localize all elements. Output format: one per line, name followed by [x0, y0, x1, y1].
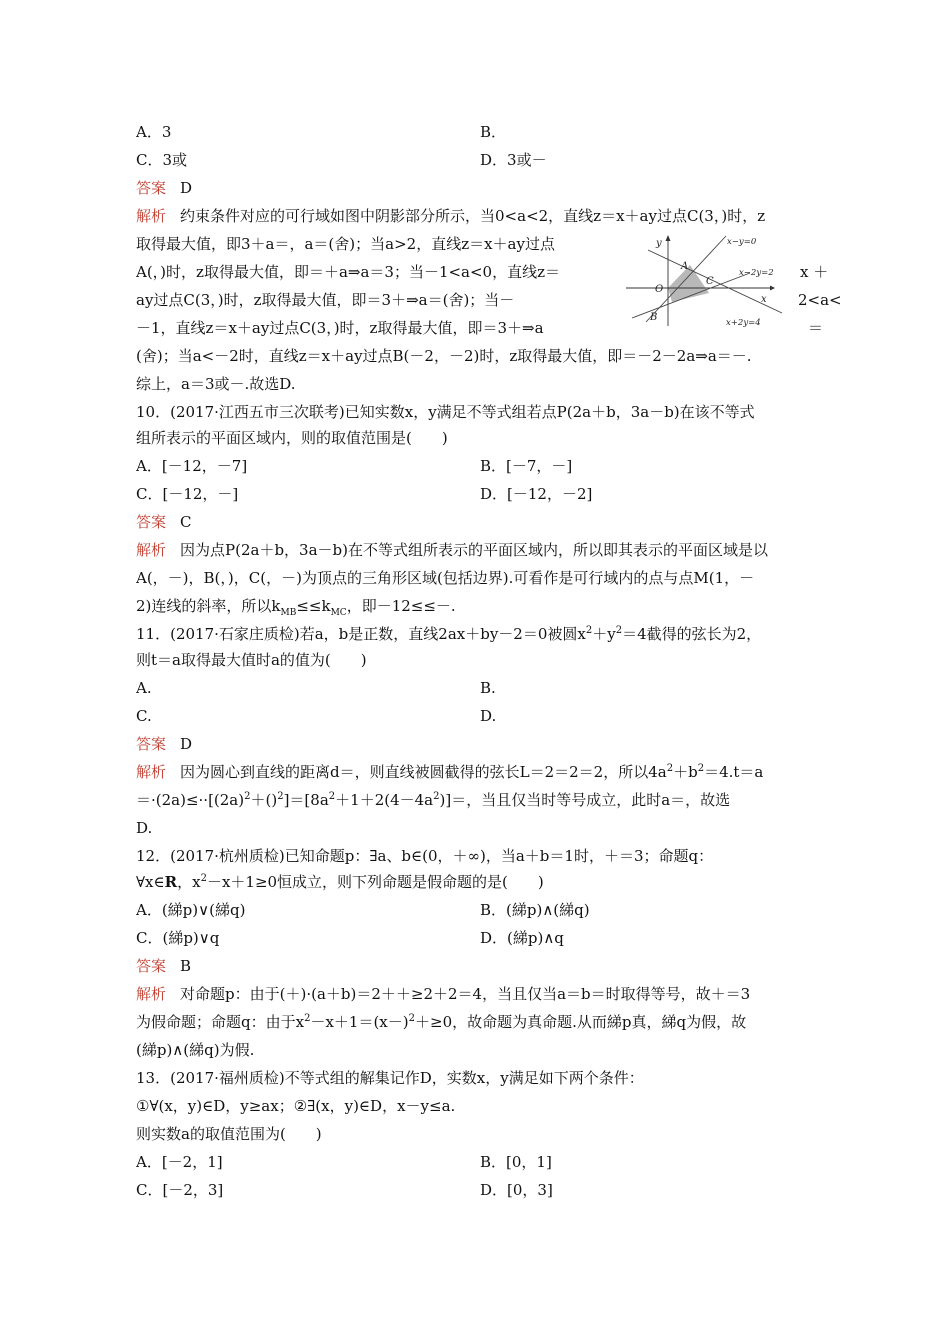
text: ＝4.t＝a — [704, 763, 764, 781]
q9-analysis-line2: 取得最大值，即3＋a＝，a＝(舍)；当a>2，直线z＝x＋ay过点 — [136, 235, 555, 253]
q10-option-a: A．[－12，－7] — [136, 457, 248, 475]
text: ≤≤k — [296, 597, 331, 615]
line1-label: x−y=0 — [727, 237, 757, 247]
subscript: MB — [280, 608, 297, 618]
q9-fragment-x-plus: x ＋ — [800, 263, 829, 281]
superscript: 2 — [304, 1013, 311, 1024]
answer-label: 答案 — [136, 513, 167, 531]
answer-label: 答案 — [136, 735, 167, 753]
q9-analysis-line7: 综上，a＝3或－.故选D. — [136, 375, 296, 393]
q9-answer — [136, 174, 836, 202]
q10-option-d: D．[－12，－2] — [480, 485, 593, 503]
text: ∀x∈ — [136, 873, 165, 891]
q9-fragment-2a: 2<a< — [798, 291, 842, 309]
q13-stem-line1: 13．(2017·福州质检)不等式组的解集记作D，实数x，y满足如下两个条件： — [136, 1069, 644, 1087]
text: ]＝[8a — [283, 791, 329, 809]
q13-option-c: C．[－2，3] — [136, 1181, 224, 1199]
text: ，即－12≤≤－. — [346, 597, 456, 615]
text: ＋y — [592, 625, 616, 643]
q9-option-c: C．3或 — [136, 151, 188, 169]
text: ，x — [177, 873, 201, 891]
q12-analysis-line1 — [136, 980, 836, 1008]
analysis-label: 解析 — [136, 541, 167, 559]
analysis-label: 解析 — [136, 207, 167, 225]
text: )]＝，当且仅当时等号成立，此时a＝，故选 — [439, 791, 731, 809]
text: ＋b — [673, 763, 698, 781]
q9-analysis-line6: (舍)；当a<－2时，直线z＝x＋ay过点B(－2，－2)时，z取得最大值，即＝－2－2a⇒a＝－. — [136, 347, 752, 365]
point-b-label: B — [650, 312, 658, 323]
q10-analysis-line3 — [136, 592, 836, 620]
text: 因为圆心到直线的距离d＝，则直线被圆截得的弦长L＝2＝2＝2，所以4a — [180, 763, 667, 781]
q12-option-a: A．(綈p)∨(綈q) — [136, 901, 246, 919]
q9-options-row2 — [136, 146, 836, 174]
q12-options-row1 — [136, 896, 836, 924]
superscript: 2 — [408, 1013, 415, 1024]
q10-options-row1 — [136, 452, 836, 480]
superscript: 2 — [200, 873, 207, 884]
q10-stem-line1: 10．(2017·江西五市三次联考)已知实数x，y满足不等式组若点P(2a＋b，3a－b)在该不等式 — [136, 403, 755, 421]
superscript: 2 — [666, 763, 674, 774]
superscript: 2 — [615, 625, 623, 636]
answer-label: 答案 — [136, 957, 167, 975]
text: －x＋1＝(x－) — [310, 1013, 409, 1031]
q10-analysis-line2: A(，－)，B(，)，C(，－)为顶点的三角形区域(包括边界).可看作是可行域内的点与点M(1，－ — [136, 569, 755, 587]
text: ＋1＋2(4－4a — [335, 791, 434, 809]
analysis-text: 对命题p：由于(＋)·(a＋b)＝2＋＋≥2＋2＝4，当且仅当a＝b＝时取得等号，故＋＝3 — [180, 985, 751, 1003]
q10-option-b: B．[－7，－] — [480, 457, 573, 475]
q9-fragment-eq: ＝ — [808, 319, 824, 337]
q13-stem-line2: ①∀(x，y)∈D，y≥ax；②∃(x，y)∈D，x－y≤a. — [136, 1097, 456, 1115]
q13-options-row2 — [136, 1176, 836, 1204]
q11-stem-line2: 则t＝a取得最大值时a的值为( ) — [136, 651, 367, 669]
x-axis-arrow — [770, 286, 775, 291]
text: ＋() — [250, 791, 278, 809]
q11-analysis-line3: D. — [136, 819, 153, 837]
q12-stem-line2 — [136, 868, 836, 896]
feasible-region-graph — [622, 230, 792, 330]
q10-stem-line2: 组所表示的平面区域内，则的取值范围是( ) — [136, 429, 448, 447]
answer-value: B — [180, 957, 192, 975]
superscript: 2 — [585, 625, 593, 636]
analysis-label: 解析 — [136, 985, 167, 1003]
q9-analysis-line5: －1，直线z＝x＋ay过点C(3，)时，z取得最大值，即＝3＋⇒a — [136, 319, 544, 337]
q10-options-row2 — [136, 480, 836, 508]
x-axis-label: x — [761, 294, 767, 305]
y-axis-label: y — [656, 238, 662, 249]
point-c-label: C — [706, 276, 714, 287]
q12-stem-line1: 12．(2017·杭州质检)已知命题p：∃a、b∈(0，＋∞)，当a＋b＝1时，＋＝3；命题q： — [136, 847, 714, 865]
q9-analysis-line3: A(，)时，z取得最大值，即＝＋a⇒a＝3；当－1<a<0，直线z＝ — [136, 263, 561, 281]
real-numbers-symbol: R — [164, 873, 178, 891]
y-axis-arrow — [666, 235, 671, 241]
q11-answer — [136, 730, 836, 758]
q11-analysis-line2 — [136, 786, 836, 814]
q13-option-b: B．[0，1] — [480, 1153, 552, 1171]
q13-option-d: D．[0，3] — [480, 1181, 553, 1199]
q13-stem-line3: 则实数a的取值范围为( ) — [136, 1125, 322, 1143]
q11-option-a: A. — [136, 679, 152, 697]
q9-analysis-line4: ay过点C(3，)时，z取得最大值，即＝3＋⇒a＝(舍)；当－ — [136, 291, 515, 309]
superscript: 2 — [277, 791, 284, 802]
q12-analysis-line3: (綈p)∧(綈q)为假. — [136, 1041, 255, 1059]
q11-option-b: B. — [480, 679, 496, 697]
text: 11．(2017·石家庄质检)若a，b是正数，直线2ax＋by－2＝0被圆x — [136, 625, 586, 643]
answer-value: D — [180, 735, 193, 753]
q11-options-row1 — [136, 674, 836, 702]
q9-analysis-line1 — [136, 202, 836, 230]
text: ＝4截得的弦长为2， — [622, 625, 762, 643]
analysis-label: 解析 — [136, 763, 167, 781]
q9-options-row1 — [136, 118, 836, 146]
answer-label: 答案 — [136, 179, 167, 197]
q12-option-d: D．(綈p)∧q — [480, 929, 564, 947]
q11-options-row2 — [136, 702, 836, 730]
q9-option-a: A．3 — [136, 123, 172, 141]
text: ＋≥0，故命题为真命题.从而綈p真，綈q为假，故 — [415, 1013, 747, 1031]
q12-options-row2 — [136, 924, 836, 952]
q12-analysis-line2 — [136, 1008, 836, 1036]
q10-option-c: C．[－12，－] — [136, 485, 239, 503]
answer-value: C — [180, 513, 192, 531]
superscript: 2 — [433, 791, 440, 802]
text: ＝·(2a)≤··[(2a) — [136, 791, 245, 809]
origin-label: O — [655, 284, 664, 295]
q9-option-d: D．3或－ — [480, 151, 547, 169]
line3-label: x+2y=4 — [726, 318, 761, 328]
point-a-label: A — [681, 261, 689, 272]
text: 2)连线的斜率，所以k — [136, 597, 281, 615]
analysis-text: 因为点P(2a＋b，3a－b)在不等式组所表示的平面区域内，所以即其表示的平面区域是以 — [180, 541, 768, 559]
superscript: 2 — [697, 763, 705, 774]
q10-answer — [136, 508, 836, 536]
superscript: 2 — [244, 791, 251, 802]
q13-option-a: A．[－2，1] — [136, 1153, 223, 1171]
q12-option-c: C．(綈p)∨q — [136, 929, 220, 947]
q12-answer — [136, 952, 836, 980]
q11-option-d: D. — [480, 707, 497, 725]
line2-label: x−2y=2 — [739, 268, 774, 278]
q9-option-b: B． — [480, 123, 507, 141]
answer-value: D — [180, 179, 193, 197]
q11-stem-line1 — [136, 620, 836, 648]
q11-analysis-line1 — [136, 758, 836, 786]
q13-options-row1 — [136, 1148, 836, 1176]
q11-option-c: C. — [136, 707, 152, 725]
text: －x＋1≥0恒成立，则下列命题是假命题的是( ) — [206, 873, 544, 891]
q10-analysis-line1 — [136, 536, 836, 564]
q12-option-b: B．(綈p)∧(綈q) — [480, 901, 590, 919]
superscript: 2 — [328, 791, 336, 802]
text: 为假命题；命题q：由于x — [136, 1013, 305, 1031]
analysis-text: 约束条件对应的可行域如图中阴影部分所示，当0<a<2，直线z＝x＋ay过点C(3，)时，z — [180, 207, 766, 225]
subscript: MC — [330, 608, 347, 618]
